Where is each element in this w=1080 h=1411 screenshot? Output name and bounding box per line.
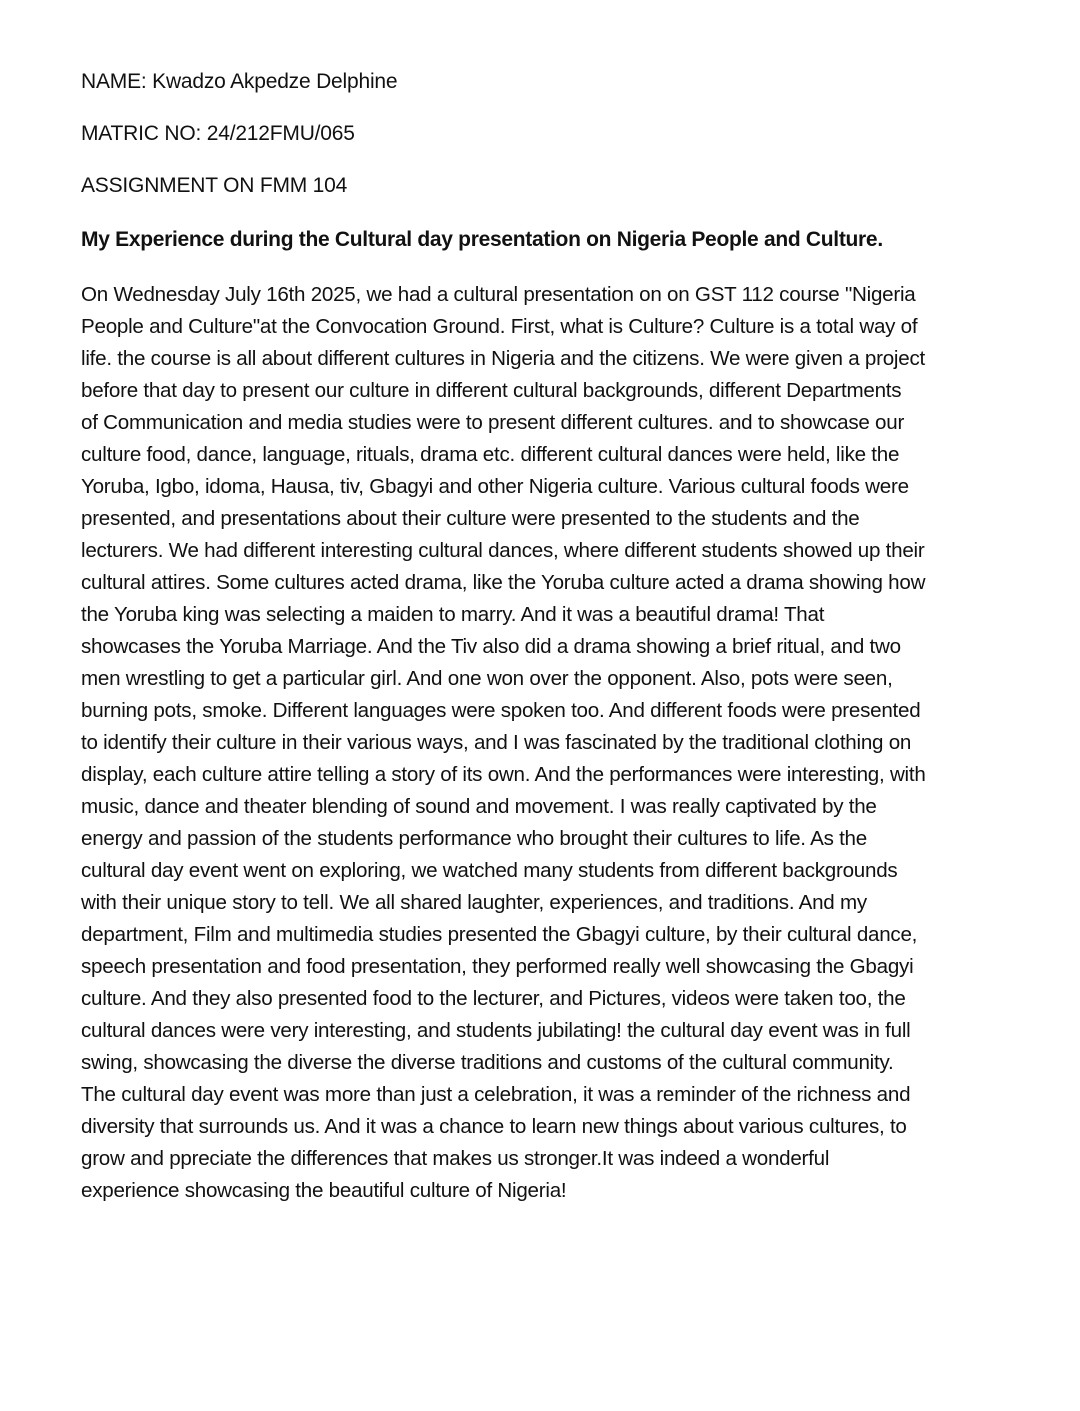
body-line: People and Culture"at the Convocation Ground. First, what is Culture? Culture is a total way of (81, 315, 918, 338)
body-line: energy and passion of the students performance who brought their cultures to life. As the (81, 827, 867, 850)
body-line: men wrestling to get a particular girl. And one won over the opponent. Also, pots were seen, (81, 667, 893, 690)
body-line: showcases the Yoruba Marriage. And the Tiv also did a drama showing a brief ritual, and two (81, 635, 901, 658)
body-line: to identify their culture in their various ways, and I was fascinated by the traditional clothing on (81, 731, 912, 754)
matric-number: MATRIC NO: 24/212FMU/065 (81, 122, 355, 145)
body-line: culture. And they also presented food to the lecturer, and Pictures, videos were taken too, the (81, 987, 906, 1010)
body-line: presented, and presentations about their culture were presented to the students and the (81, 507, 860, 530)
body-line: cultural day event went on exploring, we watched many students from different backgrounds (81, 859, 898, 882)
body-line: Yoruba, Igbo, idoma, Hausa, tiv, Gbagyi and other Nigeria culture. Various cultural foods were (81, 475, 909, 498)
body-line: grow and ppreciate the differences that makes us stronger.It was indeed a wonderful (81, 1147, 830, 1170)
body-line: before that day to present our culture in different cultural backgrounds, different Departments (81, 379, 902, 402)
body-line: cultural attires. Some cultures acted drama, like the Yoruba culture acted a drama showing how (81, 571, 926, 594)
body-line: experience showcasing the beautiful culture of Nigeria! (81, 1179, 567, 1202)
body-line: burning pots, smoke. Different languages were spoken too. And different foods were presented (81, 699, 921, 722)
body-line: life. the course is all about different cultures in Nigeria and the citizens. We were given a project (81, 347, 925, 370)
student-name: NAME: Kwadzo Akpedze Delphine (81, 70, 398, 93)
body-line: display, each culture attire telling a story of its own. And the performances were interesting, with (81, 763, 926, 786)
body-line: culture food, dance, language, rituals, drama etc. different cultural dances were held, like the (81, 443, 900, 466)
essay-body (81, 279, 1056, 1207)
body-line: speech presentation and food presentation, they performed really well showcasing the Gbagyi (81, 955, 914, 978)
body-line: diversity that surrounds us. And it was a chance to learn new things about various cultures, to (81, 1115, 907, 1138)
body-line: music, dance and theater blending of sound and movement. I was really captivated by the (81, 795, 877, 818)
body-line: the Yoruba king was selecting a maiden to marry. And it was a beautiful drama! That (81, 603, 825, 626)
body-line: The cultural day event was more than just a celebration, it was a reminder of the richness and (81, 1083, 911, 1106)
assignment-heading: ASSIGNMENT ON FMM 104 (81, 174, 348, 197)
body-line: cultural dances were very interesting, and students jubilating! the cultural day event was in full (81, 1019, 911, 1042)
body-line: of Communication and media studies were to present different cultures. and to showcase our (81, 411, 905, 434)
essay-title: My Experience during the Cultural day presentation on Nigeria People and Culture. (81, 228, 883, 251)
body-line: with their unique story to tell. We all shared laughter, experiences, and traditions. And my (81, 891, 867, 914)
body-line: department, Film and multimedia studies presented the Gbagyi culture, by their cultural dance, (81, 923, 918, 946)
body-line: On Wednesday July 16th 2025, we had a cultural presentation on on GST 112 course "Nigeria (81, 283, 916, 306)
body-line: swing, showcasing the diverse the diverse traditions and customs of the cultural community. (81, 1051, 894, 1074)
body-line: lecturers. We had different interesting cultural dances, where different students showed up their (81, 539, 925, 562)
